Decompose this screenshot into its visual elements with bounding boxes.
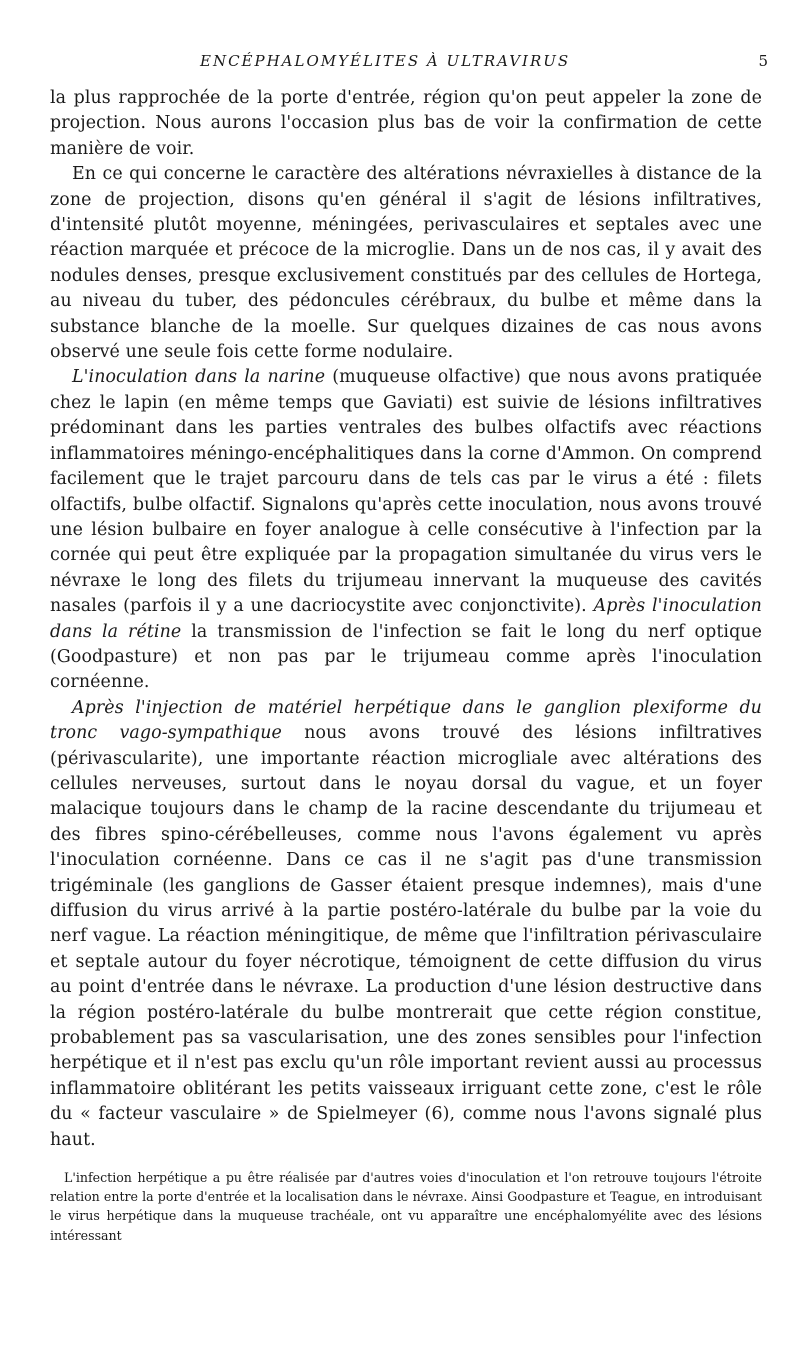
paragraph-3-text-b: la transmission de l'infection se fait le long du nerf optique (Goodpasture) et non pas par le trijumeau comme après l'inoculation cornéenne.	[50, 621, 762, 693]
paragraph-3-emphasis: Après l'inoculation dans la rétine	[50, 596, 762, 642]
footnote-1: L'infection herpétique a pu être réalisée par d'autres voies d'inoculation et l'on retrouve toujours l'étroite relation entre la porte d'entrée et la localisation dans le névraxe. Ainsi Goodpasture et Teague, en introduisant le virus herpétique dans la muqueuse trachéale, ont vu apparaître une encéphalomyélite avec des lésions intéressant	[50, 1170, 762, 1243]
body-text	[50, 86, 762, 1153]
page-number: 5	[758, 52, 770, 70]
paragraph-4-lead: Après l'injection de matériel herpétique dans le ganglion plexiforme du tronc vago-sympathique	[50, 697, 762, 744]
paragraph-3-text-a: (muqueuse olfactive) que nous avons pratiquée chez le lapin (en même temps que Gaviati) est suivie de lésions infiltratives prédominant dans les parties ventrales des bulbes olfactifs avec réactions inflammatoires méningo-encéphalitiques dans la corne d'Ammon. On comprend facilement que le trajet parcouru dans de tels cas par le virus a été : filets olfactifs, bulbe olfactif. Signalons qu'après cette inoculation, nous avons trouvé une lésion bulbaire en foyer analogue à celle consécutive à l'infection par la cornée qui peut être expliquée par la propagation simultanée du virus vers le névraxe le long des filets du trijumeau innervant la muqueuse des cavités nasales (parfois il y a une dacriocystite avec conjonctivite).	[50, 367, 762, 617]
paragraph-4	[50, 696, 762, 1153]
paragraph-3	[50, 365, 762, 695]
running-header	[60, 52, 770, 82]
paragraph-1: la plus rapprochée de la porte d'entrée, région qu'on peut appeler la zone de projection. Nous aurons l'occasion plus bas de voir la confirmation de cette manière de voir.	[50, 88, 762, 159]
paragraph-2: En ce qui concerne le caractère des altérations névraxielles à distance de la zone de projection, disons qu'en général il s'agit de lésions infiltratives, d'intensité plutôt moyenne, méningées, perivasculaires et septales avec une réaction marquée et précoce de la microglie. Dans un de nos cas, il y avait des nodules denses, presque exclusivement constitués par des cellules de Hortega, au niveau du tuber, des pédoncules cérébraux, du bulbe et même dans la substance blanche de la moelle. Sur quelques dizaines de cas nous avons observé une seule fois cette forme nodulaire.	[50, 164, 762, 363]
paragraph-4-text: nous avons trouvé des lésions infiltratives (périvascularite), une importante réaction microgliale avec altérations des cellules nerveuses, surtout dans le noyau dorsal du vague, et un foyer malacique toujours dans le champ de la racine descendante du trijumeau et des fibres spino-cérébelleuses, comme nous l'avons également vu après l'inoculation cornéenne. Dans ce cas il ne s'agit pas d'une transmission trigéminale (les ganglions de Gasser étaient presque indemnes), mais d'une diffusion du virus arrivé à la partie postéro-latérale du bulbe par la voie du nerf vague. La réaction méningitique, de même que l'infiltration périvasculaire et septale autour du foyer nécrotique, témoignent de cette diffusion du virus au point d'entrée dans le névraxe. La production d'une lésion destructive dans la région postéro-latérale du bulbe montrerait que cette région constitue, probablement pas sa vascularisation, une des zones sensibles pour l'infection herpétique et il n'est pas exclu qu'un rôle important revient aussi au processus inflammatoire oblitérant les petits vaisseaux irriguant cette zone, c'est le rôle du « facteur vasculaire » de Spielmeyer (6), comme nous l'avons signalé plus haut.	[50, 723, 763, 1150]
paragraph-3-lead: L'inoculation dans la narine	[72, 367, 326, 388]
running-title: ENCÉPHALOMYÉLITES À ULTRAVIRUS	[200, 52, 571, 70]
footnotes	[50, 1168, 762, 1245]
